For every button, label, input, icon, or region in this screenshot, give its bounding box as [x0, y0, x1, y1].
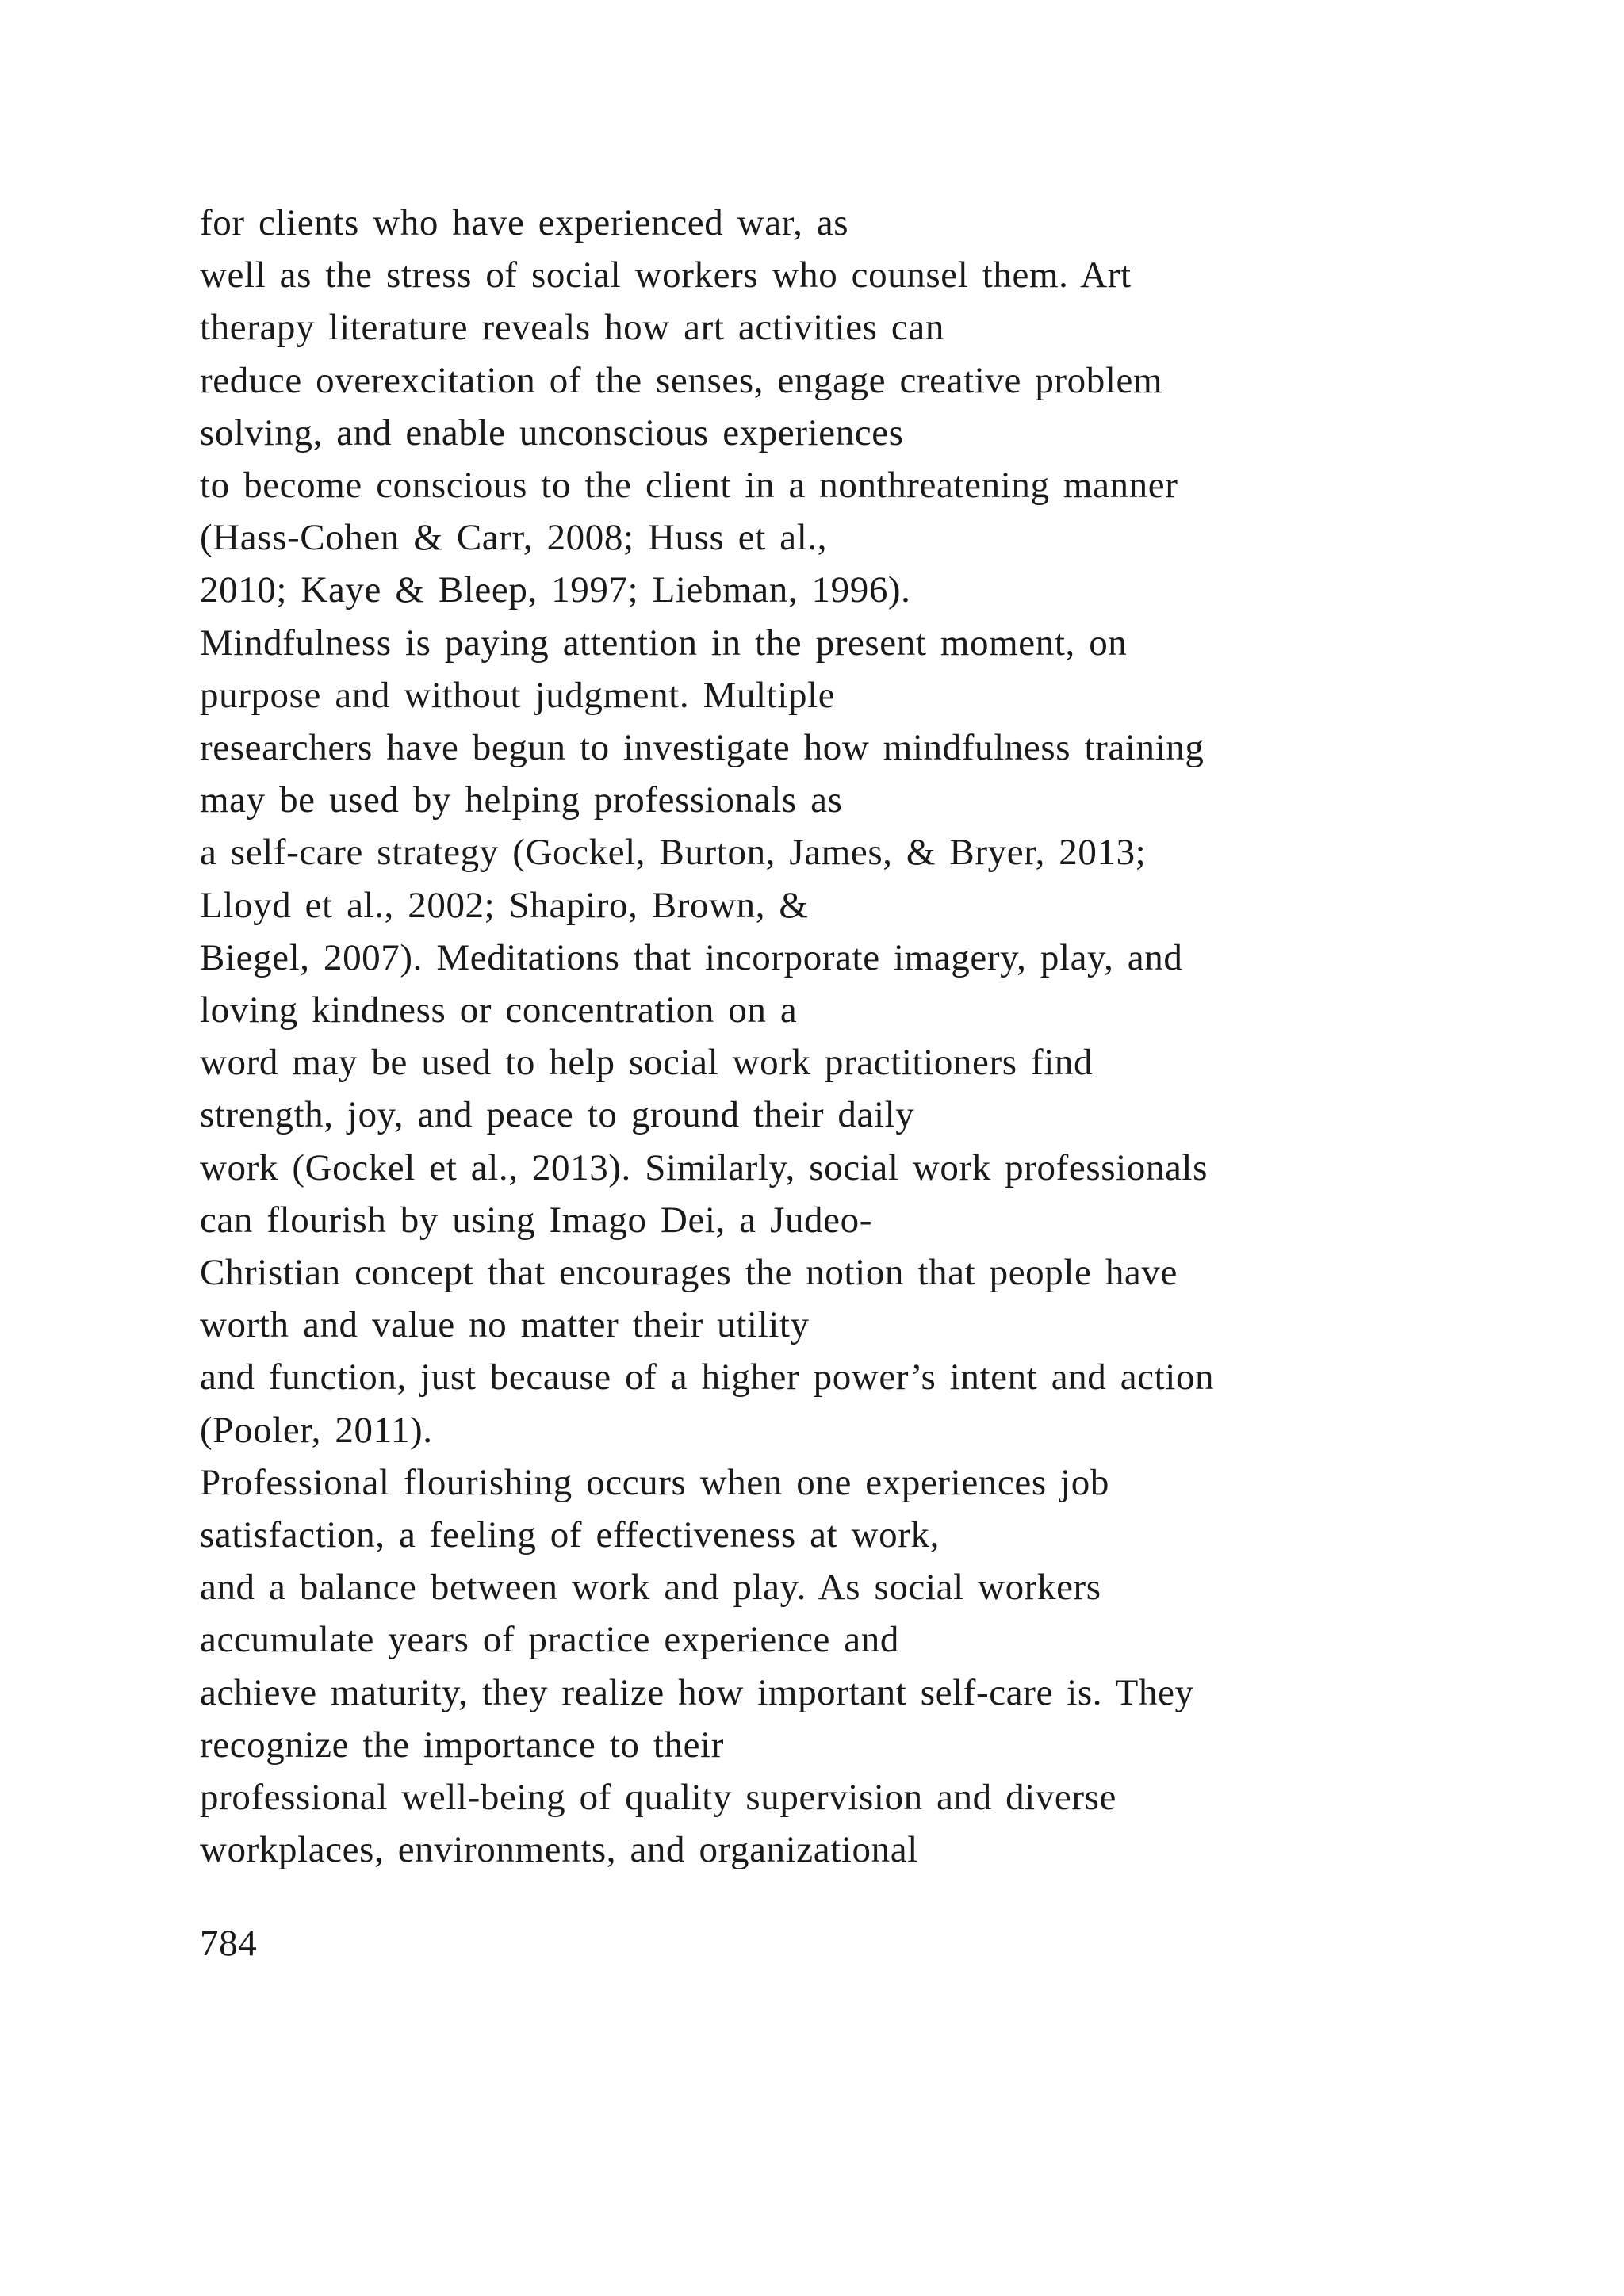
text-line: may be used by helping professionals as — [200, 779, 843, 821]
page-number: 784 — [200, 1923, 258, 1964]
text-line: and function, just because of a higher power’s intent and action — [200, 1357, 1215, 1399]
text-line: workplaces, environments, and organizational — [200, 1829, 918, 1871]
text-line: well as the stress of social workers who counsel them. Art — [200, 254, 1132, 297]
text-line: accumulate years of practice experience and — [200, 1619, 899, 1661]
body-text — [200, 197, 1500, 1877]
text-line: Biegel, 2007). Meditations that incorporate imagery, play, and — [200, 936, 1183, 978]
text-line: professional well-being of quality supervision and diverse — [200, 1777, 1116, 1819]
text-line: can flourish by using Imago Dei, a Judeo- — [200, 1199, 872, 1241]
text-line: to become conscious to the client in a nonthreatening manner — [200, 465, 1178, 507]
text-line: Lloyd et al., 2002; Shapiro, Brown, & — [200, 884, 809, 926]
text-line: (Hass-Cohen & Carr, 2008; Huss et al., — [200, 517, 828, 559]
text-line: recognize the importance to their — [200, 1724, 724, 1766]
text-line: researchers have begun to investigate how mindfulness training — [200, 727, 1205, 769]
text-line: purpose and without judgment. Multiple — [200, 674, 836, 716]
text-line: solving, and enable unconscious experiences — [200, 411, 904, 453]
text-line: a self-care strategy (Gockel, Burton, James, & Bryer, 2013; — [200, 832, 1147, 874]
text-line: loving kindness or concentration on a — [200, 989, 798, 1031]
text-line: word may be used to help social work practitioners find — [200, 1042, 1094, 1084]
text-line: and a balance between work and play. As social workers — [200, 1567, 1101, 1609]
text-line: worth and value no matter their utility — [200, 1304, 810, 1346]
text-line: satisfaction, a feeling of effectiveness at work, — [200, 1514, 940, 1556]
text-line: achieve maturity, they realize how important self-care is. They — [200, 1671, 1194, 1713]
text-line: work (Gockel et al., 2013). Similarly, social work professionals — [200, 1146, 1208, 1188]
text-line: for clients who have experienced war, as — [200, 202, 849, 243]
text-line: Professional flourishing occurs when one experiences job — [200, 1461, 1109, 1503]
text-line: Mindfulness is paying attention in the present moment, on — [200, 622, 1128, 664]
text-line: Christian concept that encourages the notion that people have — [200, 1252, 1178, 1294]
text-line: therapy literature reveals how art activities can — [200, 307, 944, 349]
text-line: strength, joy, and peace to ground their daily — [200, 1094, 915, 1136]
text-line: (Pooler, 2011). — [200, 1409, 433, 1451]
text-line: 2010; Kaye & Bleep, 1997; Liebman, 1996). — [200, 569, 911, 611]
text-line: reduce overexcitation of the senses, engage creative problem — [200, 359, 1163, 401]
